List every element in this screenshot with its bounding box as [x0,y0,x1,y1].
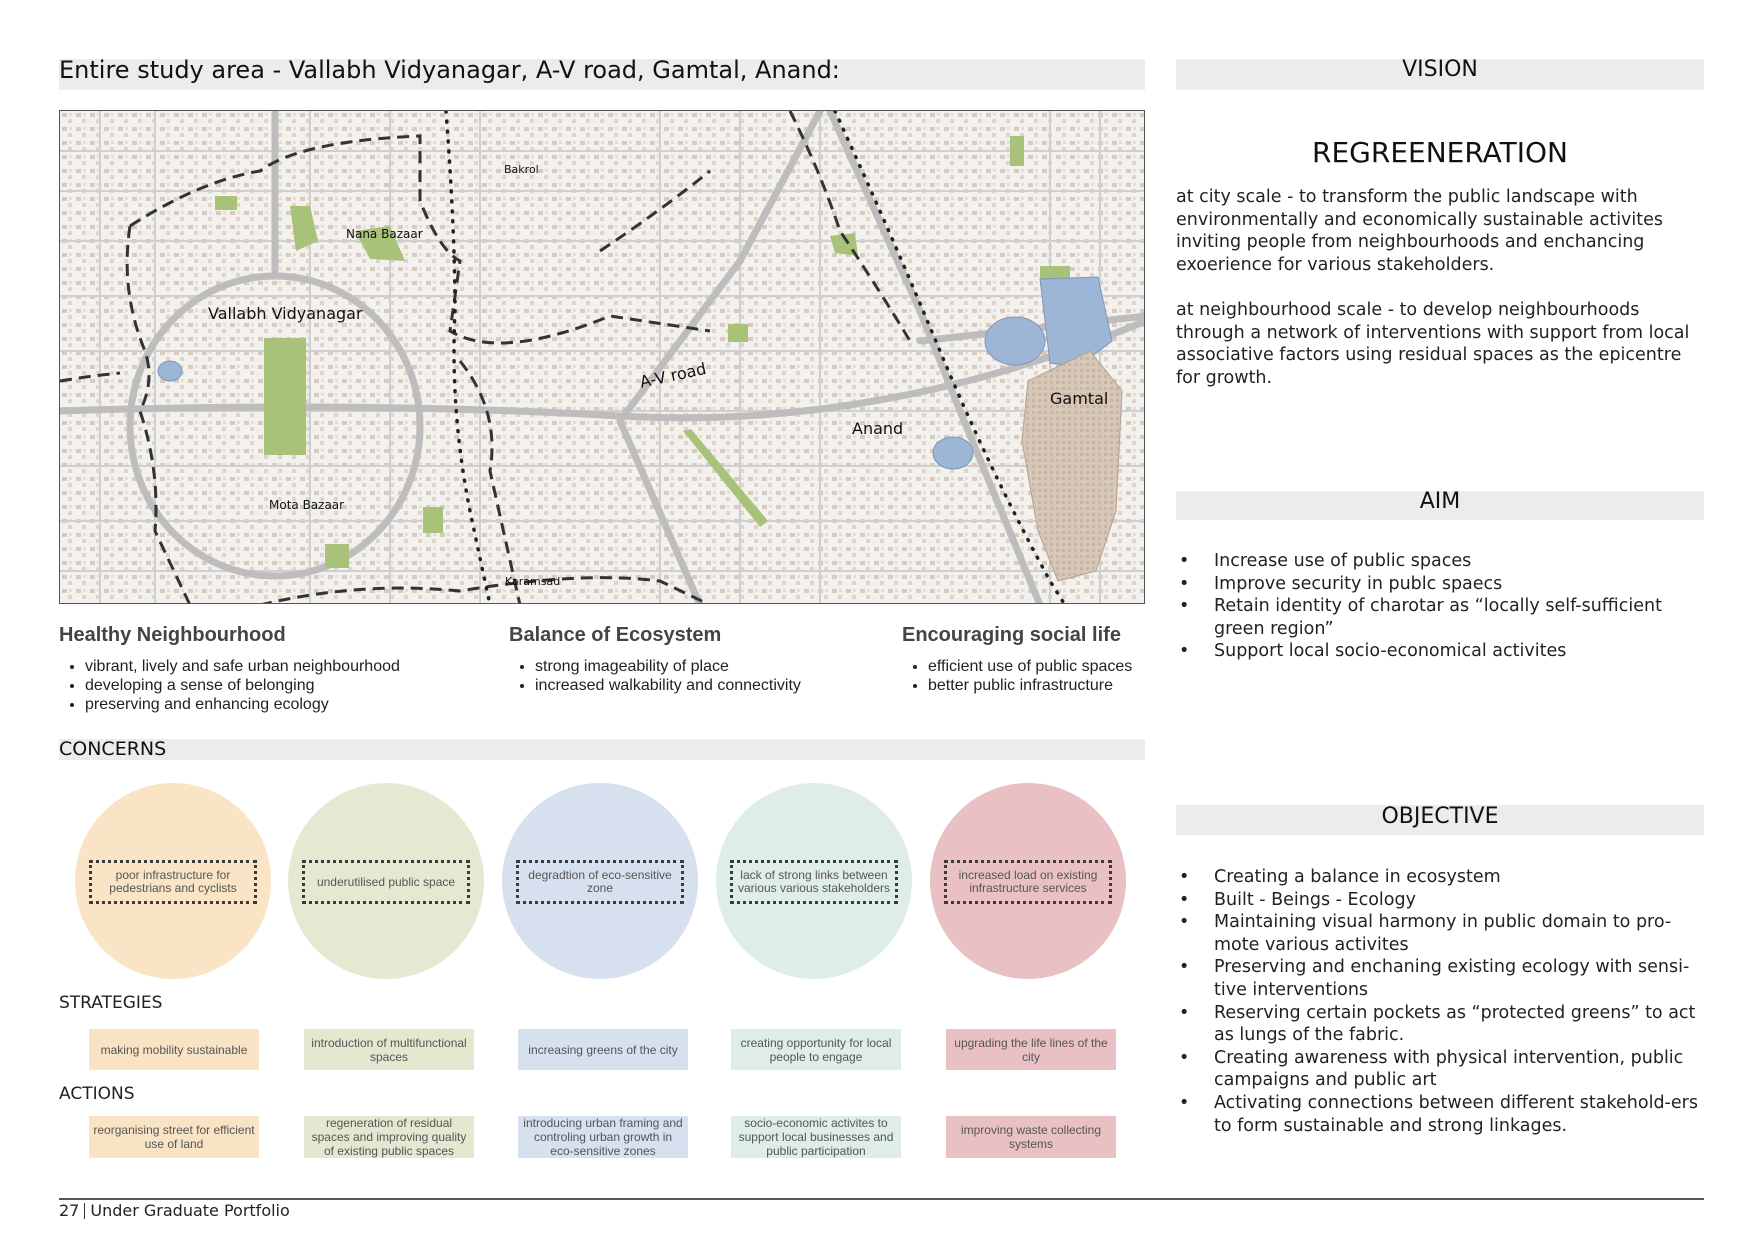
aim-item: • Increase use of public spaces [1176,550,1706,573]
theme-balance-of-ecosystem [509,624,869,695]
theme-point: • increased walkability and connectivity [535,676,869,695]
theme-point: • preserving and enhancing ecology [85,695,479,714]
concern-circle [716,783,912,979]
action-box: reorganising street for efficient use of land [89,1116,259,1158]
action-box: regeneration of residual spaces and improving quality of existing public spaces [304,1116,474,1158]
objective-item: • Activating connections between different stakehold-ers to form sustainable and strong linkages. [1176,1092,1706,1137]
actions-heading: ACTIONS [59,1084,135,1104]
theme-title: Encouraging social life [902,624,1121,646]
footer-text: Under Graduate Portfolio [90,1201,290,1220]
aim-item: • Support local socio-economical activites [1176,640,1706,663]
vision-heading-band: VISION [1176,59,1704,90]
concern-text: underutilised public space [302,860,470,904]
map-label-vallabh-vidyanagar: Vallabh Vidyanagar [208,304,363,323]
strategy-box: increasing greens of the city [518,1029,688,1070]
concern-circle [930,783,1126,979]
concern-text: increased load on existing infrastructure services [944,860,1112,904]
theme-point: • developing a sense of belonging [85,676,479,695]
vision-title: REGREENERATION [1312,136,1568,169]
theme-point: • vibrant, lively and safe urban neighbourhood [85,657,479,676]
strategy-box: upgrading the life lines of the city [946,1029,1116,1070]
map-label-nana-bazaar: Nana Bazaar [346,227,423,241]
concern-circle [502,783,698,979]
footer-separator [84,1203,85,1219]
objective-item: • Reserving certain pockets as “protected greens” to act as lungs of the fabric. [1176,1002,1706,1047]
theme-healthy-neighbourhood [59,624,479,714]
map-label-bakrol: Bakrol [504,163,539,176]
theme-title: Balance of Ecosystem [509,624,722,646]
map-label-mota-bazaar: Mota Bazaar [269,498,345,512]
map-label-anand: Anand [852,419,904,438]
concern-text: poor infrastructure for pedestrians and cyclists [89,860,257,904]
study-area-title: Entire study area - Vallabh Vidyanagar, A-V road, Gamtal, Anand: [59,59,1145,90]
concern-text: degradtion of eco-sensitive zone [516,860,684,904]
objective-heading-band: OBJECTIVE [1176,805,1704,835]
vision-neighbourhood-scale: at neighbourhood scale - to develop neighbourhoods through a network of interventions with support from local associative factors using residual spaces as the epicentre for growth. [1176,300,1690,388]
footer [59,1201,290,1220]
concern-text: lack of strong links between various various stakeholders [730,860,898,904]
action-box: improving waste collecting systems [946,1116,1116,1158]
objective-item: • Creating awareness with physical intervention, public campaigns and public art [1176,1047,1706,1092]
aim-item: • Retain identity of charotar as “locally self-sufficient green region” [1176,595,1706,640]
concern-circle [75,783,271,979]
action-box: introducing urban framing and controling urban growth in eco-sensitive zones [518,1116,688,1158]
concern-circle [288,783,484,979]
objective-item: • Built - Beings - Ecology [1176,889,1706,912]
strategy-box: making mobility sustainable [89,1029,259,1070]
action-box: socio-economic activites to support local businesses and public participation [731,1116,901,1158]
aim-item: • Improve security in publc spaecs [1176,573,1706,596]
vision-city-scale: at city scale - to transform the public landscape with environmentally and economically sustainable activites inviting people from neighbourhoods and enchancing exoerience for various stakeholders. [1176,187,1664,275]
theme-encouraging-social-life [902,624,1162,695]
concerns-heading: CONCERNS [59,739,1145,760]
map-label-gamtal: Gamtal [1050,389,1109,408]
aim-heading-band: AIM [1176,491,1704,520]
objective-item: • Maintaining visual harmony in public domain to pro-mote various activites [1176,911,1706,956]
footer-rule [59,1198,1704,1200]
objective-list [1176,866,1706,1137]
page-number: 27 [59,1201,80,1220]
strategy-box: creating opportunity for local people to engage [731,1029,901,1070]
map-label-av-road: A-V road [638,358,708,392]
theme-point: • strong imageability of place [535,657,869,676]
objective-item: • Preserving and enchaning existing ecology with sensi-tive interventions [1176,956,1706,1001]
aim-list [1176,550,1706,663]
study-area-map [59,110,1145,604]
objective-item: • Creating a balance in ecosystem [1176,866,1706,889]
theme-point: • efficient use of public spaces [928,657,1162,676]
strategy-box: introduction of multifunctional spaces [304,1029,474,1070]
theme-title: Healthy Neighbourhood [59,624,286,646]
strategies-heading: STRATEGIES [59,993,163,1013]
theme-point: • better public infrastructure [928,676,1162,695]
map-drawing [60,111,1145,604]
map-label-karamsad: Karamsad [505,575,561,588]
